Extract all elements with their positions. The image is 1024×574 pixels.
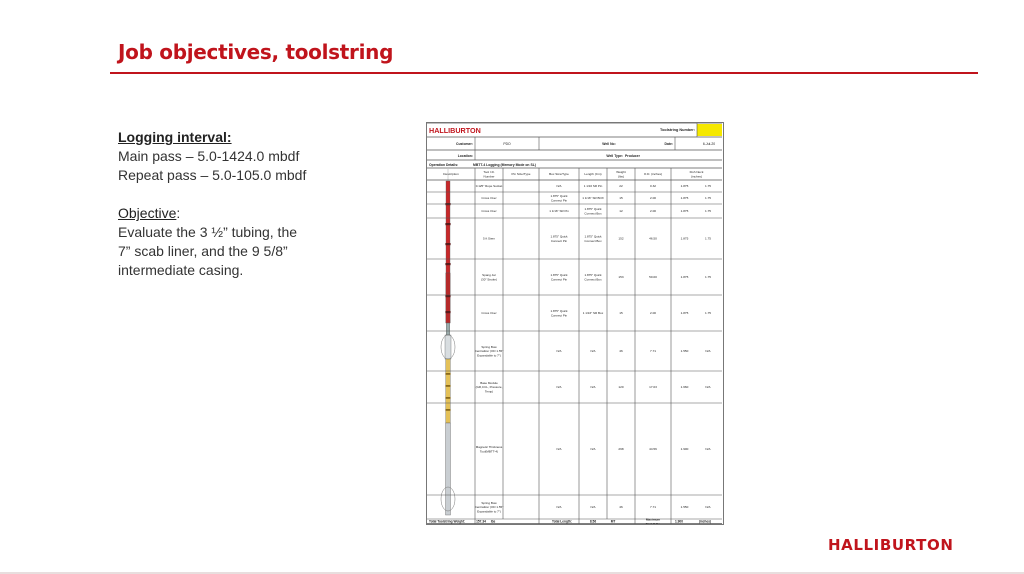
column-header: Pin Size/Type <box>511 172 531 177</box>
total-weight-unit: lbs <box>490 519 496 524</box>
row-box: N/A <box>590 505 596 510</box>
total-length-value: 8.56 <box>589 519 597 524</box>
row-weight: 0.32 <box>649 184 657 189</box>
row-length: 120 <box>618 385 624 390</box>
total-weight-label: Total Toolstring Weight: <box>429 519 466 524</box>
operation-value: MBTT-4 Logging (Memory Mode on SL) <box>473 163 536 167</box>
row-fishneck: 1.75 <box>704 196 712 201</box>
column-header: (inches) <box>690 174 703 179</box>
row-length: 12 <box>619 209 623 214</box>
objectives-text-block <box>118 128 358 280</box>
column-header: Length (Cm) <box>584 172 602 177</box>
row-description: Expandable to 7") <box>477 509 501 514</box>
column-header: Description <box>443 172 459 177</box>
logging-interval-heading: Logging interval: <box>118 129 232 145</box>
row-pin: Connect Pin <box>550 198 568 203</box>
total-weight-value: 157.34 <box>476 519 486 524</box>
row-pin: N/A <box>556 385 562 390</box>
row-pin: 1.875" Quick <box>550 309 568 314</box>
row-od: 1.875 <box>680 311 689 316</box>
table-text <box>429 126 715 524</box>
row-length: 22 <box>619 184 623 189</box>
row-weight: 2.00 <box>649 311 657 316</box>
toolstring-number-cell <box>697 124 722 136</box>
row-pin: N/A <box>556 349 562 354</box>
halliburton-logo: HALLIBURTON <box>828 536 954 554</box>
max-od-unit: (inches) <box>698 519 712 524</box>
row-fishneck: 1.75 <box>704 209 712 214</box>
row-pin: 1.875" Quick <box>550 234 568 239</box>
row-pin: Connect Pin <box>550 238 568 243</box>
tool-segment <box>446 423 451 515</box>
tool-segment <box>446 273 450 323</box>
row-od: 1.550 <box>680 505 689 510</box>
objective-line-2: 7” scab liner, and the 9 5/8” <box>118 243 288 259</box>
row-od: 1.660 <box>680 385 689 390</box>
repeat-pass-text: Repeat pass – 5.0-105.0 mbdf <box>118 167 307 183</box>
row-description: Base Module <box>480 381 498 385</box>
row-od: 1.875 <box>680 236 689 241</box>
row-length: 46 <box>619 349 623 354</box>
row-pin: N/A <box>556 447 562 452</box>
row-pin: N/A <box>556 505 562 510</box>
row-pin: 1.875" Quick <box>550 194 568 199</box>
well-no-label: Well No: <box>602 142 616 146</box>
row-description: Centralizer (OD 1.55" <box>474 349 504 354</box>
row-box: 1.875" Quick <box>584 234 602 239</box>
row-od: 1.875 <box>680 275 689 280</box>
row-fishneck: 1.75 <box>704 184 712 189</box>
row-weight: 50.00 <box>649 275 657 280</box>
row-description: Expandable to 7") <box>477 353 501 358</box>
row-pin: Connect Pin <box>550 313 568 318</box>
row-fishneck: N/A <box>705 349 711 354</box>
row-weight: 46.50 <box>649 236 657 241</box>
objective-heading-line <box>118 204 358 223</box>
row-box: N/A <box>590 447 596 452</box>
row-weight: 7.71 <box>649 505 657 510</box>
row-od: 1.875 <box>680 196 689 201</box>
row-fishneck: 1.75 <box>704 275 712 280</box>
row-pin: 1.875" Quick <box>550 273 568 278</box>
max-od-value: 1.900 <box>675 519 683 524</box>
row-pin: 1 1/16" SR Pin <box>549 209 569 214</box>
row-weight: 2.00 <box>649 209 657 214</box>
objective-line-1: Evaluate the 3 ½” tubing, the <box>118 224 298 240</box>
row-length: 46 <box>619 505 623 510</box>
tool-joint <box>445 311 450 313</box>
objective-heading: Objective <box>118 205 177 221</box>
row-weight: 44.56 <box>649 447 657 452</box>
well-type-label: Well Type: <box>606 154 623 158</box>
row-od: 1.550 <box>680 349 689 354</box>
tool-joint <box>445 263 450 265</box>
row-description: Cross Over <box>481 209 497 214</box>
total-length-unit: MT <box>610 519 616 524</box>
row-weight: 7.71 <box>649 349 657 354</box>
row-description: Magnetic Thickness <box>475 445 503 450</box>
main-pass-text: Main pass – 5.0-1424.0 mbdf <box>118 148 300 164</box>
row-description: (GR,CCL, Pressure, <box>475 385 503 390</box>
row-description: 0.125" Rope Socket <box>475 184 503 189</box>
customer-value: PDO <box>503 142 511 146</box>
row-description: Cross Over <box>481 311 497 316</box>
column-header: Number <box>483 174 495 179</box>
row-fishneck: N/A <box>705 505 711 510</box>
slide-title: Job objectives, toolstring <box>118 40 394 64</box>
row-length: 152 <box>618 236 624 241</box>
tool-segment <box>445 335 451 359</box>
row-box: 1.875" Quick <box>584 207 602 212</box>
objective-line-3: intermediate casing. <box>118 262 244 278</box>
well-type-value: Producer <box>625 154 640 158</box>
row-description: Spring Bow <box>481 345 497 349</box>
tool-segment <box>446 359 451 423</box>
operation-label: Operation Details: <box>429 163 459 167</box>
row-fishneck: N/A <box>705 385 711 390</box>
row-fishneck: 1.75 <box>704 236 712 241</box>
row-box: 1 1/16" SR BOX <box>582 196 604 201</box>
row-box: N/A <box>590 349 596 354</box>
total-length-label: Total Length: <box>552 519 572 524</box>
row-description: Spring Bow <box>481 501 497 505</box>
location-label: Location: <box>457 154 473 158</box>
column-header: O.D. (inches) <box>643 172 663 177</box>
row-description: (30" Stroke) <box>481 277 497 282</box>
row-weight: 17.03 <box>649 385 657 390</box>
customer-label: Customer: <box>456 142 473 146</box>
row-length: 15 <box>619 311 623 316</box>
date-label: Date: <box>664 142 673 146</box>
row-od: 1.875 <box>680 184 689 189</box>
row-description: Temp) <box>484 389 494 394</box>
row-box: 1 1/16 SR Pin <box>583 184 603 189</box>
tool-joint <box>445 223 450 225</box>
tool-joint <box>445 243 450 245</box>
row-box: Connect Box <box>584 277 602 282</box>
toolstring-sheet <box>426 122 724 525</box>
row-weight: 2.00 <box>649 196 657 201</box>
objective-colon: : <box>176 205 181 221</box>
row-description: Tool(MBTT-4) <box>479 449 499 454</box>
table-grid <box>427 123 722 524</box>
column-header: Tool I.D. <box>483 170 495 175</box>
row-box: 1 1/16" SR Box <box>582 311 604 316</box>
date-value: 6-Jul-20 <box>702 142 716 146</box>
row-od: 1.900 <box>680 447 689 452</box>
row-box: Connect Box <box>584 238 602 243</box>
row-description: 5 ft Stem <box>482 236 496 241</box>
row-box: 1.875" Quick <box>584 273 602 278</box>
row-description: Centralizer (OD 1.55" <box>474 505 504 510</box>
row-length: 153 <box>618 275 624 280</box>
tool-band <box>445 409 450 411</box>
row-box: N/A <box>590 385 596 390</box>
toolstring-label: Toolstring Number: <box>660 128 695 132</box>
toolstring-diagram <box>441 169 455 515</box>
toolstring-table <box>427 123 723 524</box>
row-description: Spang Jar <box>482 273 496 278</box>
max-od-label: Maximum <box>645 517 661 522</box>
column-header: (lbs) <box>617 174 625 179</box>
row-fishneck: N/A <box>705 447 711 452</box>
row-pin: Connect Pin <box>550 277 568 282</box>
tool-band <box>445 397 450 399</box>
row-od: 1.875 <box>680 209 689 214</box>
tool-band <box>445 385 450 387</box>
row-length: 15 <box>619 196 623 201</box>
column-header: Weight <box>616 170 626 175</box>
column-header: Fish Neck <box>689 170 704 175</box>
max-od-label: Tool O.D.: <box>645 521 661 524</box>
row-pin: N/A <box>556 184 562 189</box>
row-description: Cross Over <box>481 196 497 201</box>
row-fishneck: 1.75 <box>704 311 712 316</box>
row-length: 298 <box>618 447 624 452</box>
title-underline <box>110 72 978 74</box>
row-box: Connect Box <box>584 211 602 216</box>
column-header: Box Size/Type <box>549 172 569 177</box>
sheet-logo: HALLIBURTON <box>429 126 481 135</box>
tool-joint <box>445 295 450 297</box>
tool-segment <box>446 323 450 335</box>
tool-band <box>445 373 450 375</box>
